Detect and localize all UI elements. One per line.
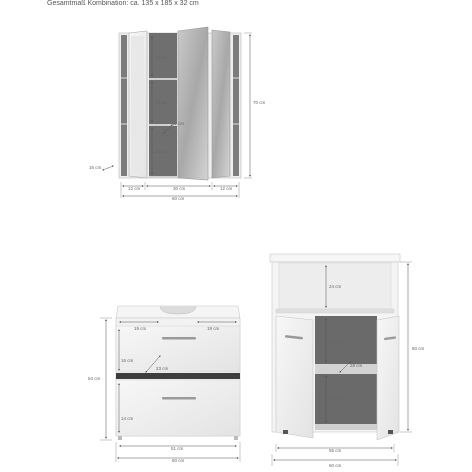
mirror-width-center-label: 30 cm (173, 186, 186, 191)
cabinet-right-door (377, 316, 399, 440)
cabinet-height-label: 80 cm (412, 346, 425, 351)
vanity-inner-width-label: 51 cm (171, 446, 184, 451)
mirror-left-compartment (121, 35, 127, 176)
vanity-drawer-height-bottom-label: 14 cm (121, 416, 134, 421)
combination-dimensions-title: Gesamtmaß Kombination: ca. 135 x 185 x 32 cm (47, 0, 199, 7)
cabinet-left-door (276, 316, 313, 438)
mirror-shelf-bottom-label: 21 cm (155, 149, 168, 154)
cabinet-width-total-label: 60 cm (329, 463, 342, 468)
mirror-shelf-mid-label: 22 cm (155, 100, 168, 105)
vanity-inner-left-label: 19 cm (134, 326, 147, 331)
cabinet-open-shelf-label: 24 cm (329, 284, 342, 289)
floor-cabinet (270, 254, 425, 468)
vanity-drawer-depth-label: 23 cm (156, 366, 169, 371)
cabinet-top (270, 254, 400, 262)
cabinet-inner-width-label: 55 cm (329, 448, 342, 453)
mirror-width-total-label: 60 cm (172, 196, 185, 201)
mirror-side-depth-label: 16 cm (89, 165, 102, 170)
vanity-lower-drawer (116, 380, 240, 436)
vanity-width-total-label: 60 cm (172, 458, 185, 463)
mirror-height-label: 70 cm (253, 100, 266, 105)
cabinet-shelf-depth-label: 28 cm (350, 363, 363, 368)
vanity-unit (88, 306, 240, 463)
cabinet-shelf-mid-label: 24 cm (329, 339, 342, 344)
mirror-right-compartment (233, 35, 239, 176)
mirror-right-door (212, 30, 230, 178)
mirror-width-left-label: 12 cm (128, 186, 141, 191)
cabinet-shelf-bottom-label: 24 cm (329, 396, 342, 401)
vanity-height-label: 54 cm (88, 376, 101, 381)
mirror-cabinet (89, 27, 266, 201)
vanity-upper-drawer (116, 326, 240, 372)
vanity-inner-right-label: 19 cm (207, 326, 220, 331)
mirror-shelf-top-label: 25 cm (155, 55, 168, 60)
vanity-drawer-height-top-label: 16 cm (121, 358, 134, 363)
mirror-width-right-label: 12 cm (220, 186, 233, 191)
mirror-depth-label: 11 cm (172, 121, 184, 126)
mirror-center-door (178, 27, 208, 180)
